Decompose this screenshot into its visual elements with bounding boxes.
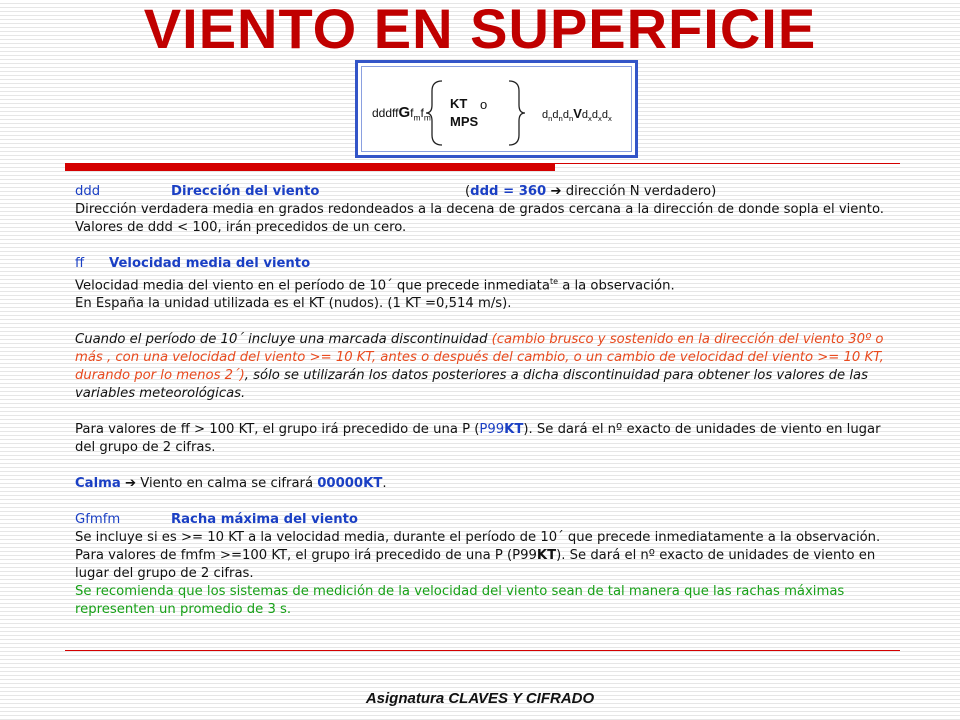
- gust-code: Gfmfm: [75, 512, 121, 528]
- p99-paragraph: [75, 421, 890, 457]
- ff-header-line: [75, 255, 890, 273]
- formula-mps: MPS: [450, 114, 479, 129]
- slide-title: VIENTO EN SUPERFICIE: [143, 0, 817, 60]
- footer-course: Asignatura CLAVES Y CIFRADO: [365, 690, 595, 707]
- formula-r-d5: d: [591, 109, 598, 121]
- formula-r-d2: d: [552, 109, 559, 121]
- gust-recommendation: Se recomienda que los sistemas de medición de la velocidad del viento sean de tal manera que las rachas máximas representen un promedio de 3 s.: [75, 584, 845, 618]
- formula-r-s3: n: [568, 114, 574, 124]
- formula-left-g: G: [398, 104, 411, 121]
- bottom-rule: [65, 650, 900, 651]
- right-arrow-icon: ➔: [124, 476, 137, 492]
- top-rule-thick: [65, 163, 555, 171]
- discont-italic-end: , sólo se utilizarán los datos posteriores a dicha discontinuidad para obtener los valores de las variables meteorológicas.: [75, 368, 868, 402]
- gust-line1: Se incluye si es >= 10 KT a la velocidad media, durante el período de 10´ que precede inmediatamente a la observación.: [75, 530, 881, 546]
- formula-r-d6: d: [601, 109, 608, 121]
- ddd-header-line: [75, 183, 890, 201]
- ddd-line1: Dirección verdadera media en grados redondeados a la decena de grados cercana a la dirección de donde sopla el viento.: [75, 202, 884, 217]
- formula-r-v: V: [573, 106, 582, 121]
- p99-text-a: Para valores de ff > 100 KT, el grupo irá precedido de una P (: [75, 422, 480, 438]
- right-brace-icon: [505, 79, 527, 147]
- formula-r-d1: d: [542, 109, 549, 121]
- gust-line2-a: Para valores de fmfm >=100 KT, el grupo irá precedido de una P (P99: [75, 548, 537, 564]
- discontinuity-paragraph: [75, 331, 890, 403]
- ddd-note-bold: ddd = 360: [470, 184, 547, 199]
- ff-code: ff: [75, 256, 85, 271]
- formula-o: o: [480, 97, 488, 112]
- discont-italic-start: Cuando el período de 10´ incluye una marcada discontinuidad: [75, 332, 492, 348]
- ddd-header: Dirección del viento: [171, 184, 320, 199]
- formula-right-group: [542, 106, 612, 123]
- formula-r-s4: x: [588, 114, 592, 124]
- formula-left-f2: f: [420, 106, 424, 120]
- calma-end: .: [382, 476, 387, 492]
- ff-line1-b: a la observación.: [558, 278, 675, 294]
- calma-label: Calma: [75, 476, 121, 492]
- formula-inner-frame: [361, 66, 632, 152]
- ff-line2: En España la unidad utilizada es el KT (nudos). (1 KT =0,514 m/s).: [75, 296, 512, 312]
- ff-line1: [75, 273, 890, 295]
- gust-header-line: [75, 511, 890, 529]
- formula-r-s1: n: [548, 114, 553, 124]
- formula-left-sub2: m: [423, 112, 431, 123]
- right-arrow-icon: ➔: [550, 184, 562, 199]
- p99-text-b: ). Se dará el nº exacto de unidades de viento en lugar del grupo de 2 cifras.: [75, 422, 881, 456]
- formula-r-s2: n: [558, 114, 563, 124]
- calma-code: 00000KT: [317, 476, 383, 492]
- calma-text: Viento en calma se cifrará: [136, 476, 318, 492]
- left-brace-icon: [424, 79, 446, 147]
- formula-left-group: [372, 104, 431, 122]
- ddd-note-open: (: [465, 184, 471, 199]
- content-body: [75, 183, 890, 619]
- formula-kt: KT: [450, 96, 468, 111]
- formula-left-prefix: dddff: [372, 106, 399, 120]
- formula-r-d4: d: [581, 109, 589, 121]
- gust-header: Racha máxima del viento: [171, 512, 358, 528]
- formula-r-s5: x: [597, 114, 602, 124]
- gust-line2: [75, 547, 890, 583]
- ff-line1-a: Velocidad media del viento en el período de 10´ que precede inmediata: [75, 278, 550, 294]
- discont-red-text: (cambio brusco y sostenido en la dirección del viento 30º o más , con una velocidad del viento >= 10 KT, antes o después del cambio, o un cambio de velocidad del viento >= 10 KT, durando por lo menos 2´): [75, 332, 884, 384]
- ddd-line2: Valores de ddd < 100, irán precedidos de un cero.: [75, 220, 407, 235]
- calma-line: [75, 475, 890, 493]
- p99-kt: KT: [504, 422, 524, 438]
- gust-line2-kt: KT: [536, 548, 557, 564]
- formula-r-d3: d: [562, 109, 569, 121]
- ddd-note-rest: dirección N verdadero): [561, 184, 717, 199]
- ddd-code: ddd: [75, 184, 101, 199]
- formula-left-f1: f: [410, 106, 414, 120]
- ff-line1-sup: te: [549, 277, 558, 286]
- gust-line2-b: ). Se dará el nº exacto de unidades de viento en lugar del grupo de 2 cifras.: [75, 548, 876, 582]
- ff-header: Velocidad media del viento: [109, 256, 311, 271]
- formula-r-s6: x: [607, 114, 612, 124]
- formula-image: [355, 60, 638, 158]
- p99-code: P99: [479, 422, 505, 438]
- formula-left-sub1: m: [413, 112, 421, 123]
